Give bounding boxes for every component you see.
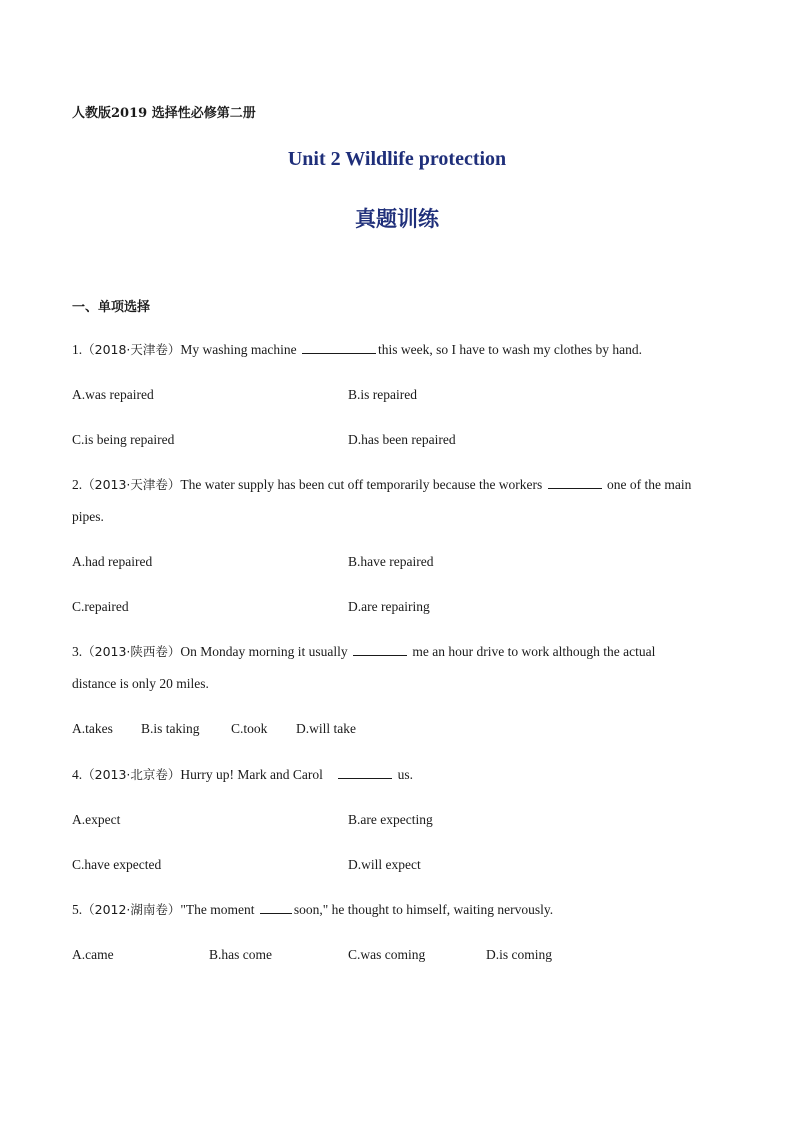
question-4-stem <box>72 766 413 784</box>
question-3-continuation: distance is only 20 miles. <box>72 676 209 691</box>
answer-blank <box>548 476 602 489</box>
option-c: C.took <box>231 721 268 736</box>
question-text-before: On Monday morning it usually <box>180 644 348 659</box>
question-text-before: The water supply has been cut off temporarily because the workers <box>180 477 543 492</box>
question-text-after: me an hour drive to work although the actual <box>412 644 656 659</box>
question-text-before: My washing machine <box>180 342 297 357</box>
option-a: A.had repaired <box>72 554 153 569</box>
option-a: A.came <box>72 947 114 962</box>
option-b: B.has come <box>209 947 272 962</box>
answer-blank <box>260 901 292 914</box>
option-a: A.expect <box>72 812 121 827</box>
option-c: C.was coming <box>348 947 426 962</box>
question-text-after: this week, so I have to wash my clothes by hand. <box>378 342 642 357</box>
answer-blank <box>353 643 407 656</box>
option-b: B.are expecting <box>348 812 433 827</box>
section-title: 一、单项选择 <box>72 300 151 315</box>
option-a: A.was repaired <box>72 387 154 402</box>
option-b: B.is repaired <box>348 387 417 402</box>
question-1-stem <box>72 341 642 359</box>
question-number: 2. <box>72 477 83 492</box>
question-source: （2013·陕西卷） <box>82 644 181 659</box>
question-text-before: Hurry up! Mark and Carol <box>180 767 323 782</box>
question-5-stem <box>72 901 553 919</box>
question-source: （2012·湖南卷） <box>82 902 181 917</box>
answer-blank <box>338 766 392 779</box>
question-3-stem <box>72 643 655 661</box>
option-c: C.have expected <box>72 857 162 872</box>
question-2-continuation: pipes. <box>72 509 104 524</box>
option-d: D.will expect <box>348 857 421 872</box>
option-d: D.are repairing <box>348 599 430 614</box>
option-c: C.repaired <box>72 599 129 614</box>
question-source: （2018·天津卷） <box>82 342 181 357</box>
question-2-stem <box>72 476 691 494</box>
question-number: 5. <box>72 902 83 917</box>
option-b: B.is taking <box>141 721 200 736</box>
question-number: 4. <box>72 767 83 782</box>
question-text-after: one of the main <box>607 477 692 492</box>
unit-title: Unit 2 Wildlife protection <box>287 148 507 170</box>
question-text-before: "The moment <box>180 902 255 917</box>
question-text-after: us. <box>397 767 414 782</box>
option-c: C.is being repaired <box>72 432 175 447</box>
option-d: D.has been repaired <box>348 432 456 447</box>
question-source: （2013·北京卷） <box>82 767 181 782</box>
question-number: 1. <box>72 342 83 357</box>
question-number: 3. <box>72 644 83 659</box>
answer-blank <box>302 341 376 354</box>
option-b: B.have repaired <box>348 554 434 569</box>
page-subtitle: 真题训练 <box>355 207 439 231</box>
option-d: D.is coming <box>486 947 552 962</box>
edition-label: 人教版2019 选择性必修第二册 <box>72 106 256 121</box>
option-a: A.takes <box>72 721 113 736</box>
question-text-after: soon," he thought to himself, waiting nervously. <box>293 902 554 917</box>
question-source: （2013·天津卷） <box>82 477 181 492</box>
option-d: D.will take <box>296 721 356 736</box>
